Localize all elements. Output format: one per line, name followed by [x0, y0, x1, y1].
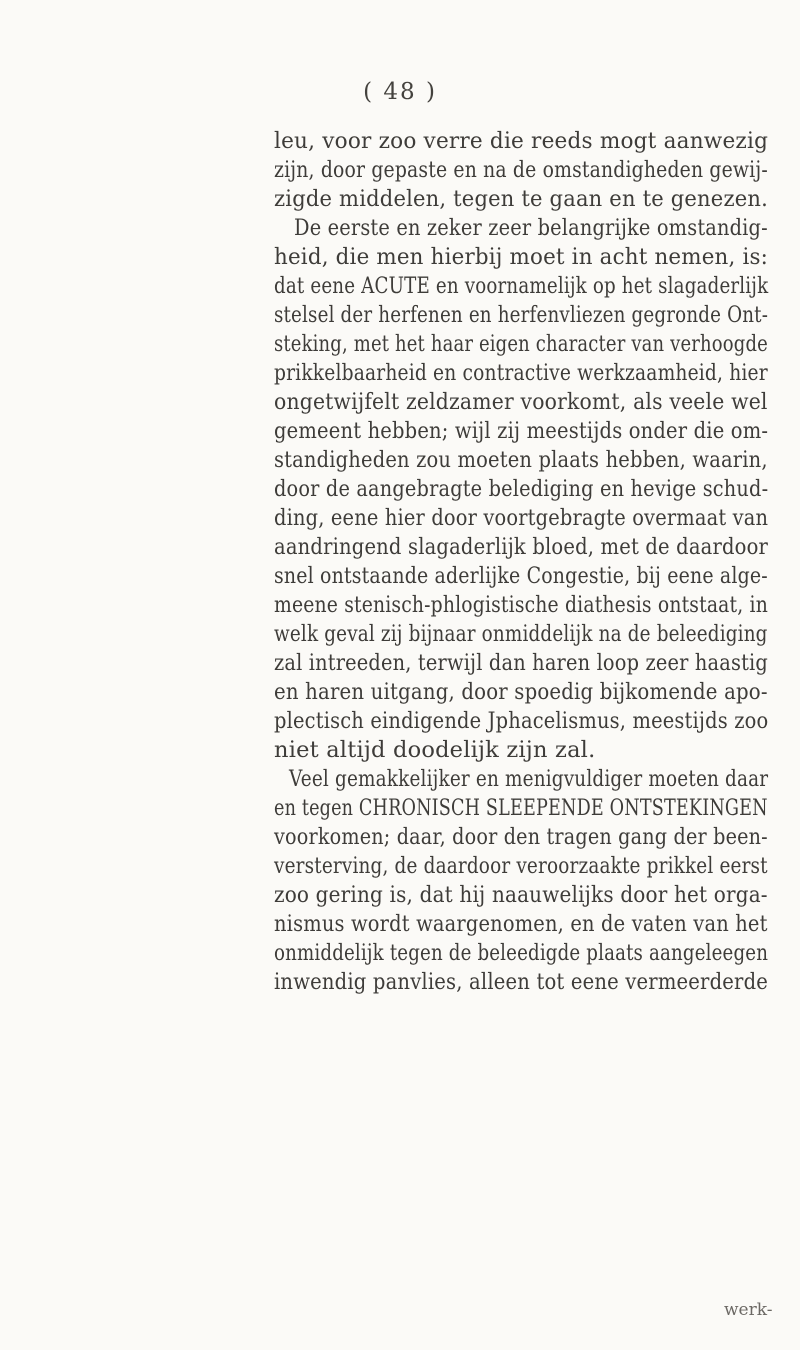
text-line: meene stenisch-phlogistische diathesis ontstaat, in: [274, 592, 768, 618]
catchword: werk-: [724, 1300, 773, 1320]
text-line: voorkomen; daar, door den tragen gang der been-: [274, 824, 768, 850]
text-line: dat eene ACUTE en voornamelijk op het slagaderlijk: [274, 273, 769, 299]
text-line: gemeent hebben; wijl zij meestijds onder die om-: [274, 418, 769, 444]
text-line: en tegen CHRONISCH SLEEPENDE ONTSTEKINGEN: [274, 795, 768, 821]
text-line: steking, met het haar eigen character van verhoogde: [274, 331, 768, 357]
text-line: snel ontstaande aderlijke Congestie, bij eene alge-: [274, 563, 768, 589]
text-line: ongetwijfelt zeldzamer voorkomt, als veele wel: [274, 389, 768, 415]
text-line: door de aangebragte belediging en hevige schud-: [274, 476, 769, 502]
text-line: nismus wordt waargenomen, en de vaten van het: [274, 911, 768, 937]
text-line: ding, eene hier door voortgebragte overmaat van: [274, 505, 769, 531]
text-line: aandringend slagaderlijk bloed, met de daardoor: [274, 534, 769, 560]
text-line: en haren uitgang, door spoedig bijkomende apo-: [274, 679, 768, 705]
text-line: inwendig panvlies, alleen tot eene vermeerderde: [274, 969, 769, 995]
page-number: ( 48 ): [363, 79, 437, 105]
text-line: stelsel der herfenen en herfenvliezen gegronde Ont-: [274, 302, 769, 328]
text-line: plectisch eindigende Jphacelismus, meestijds zoo: [274, 708, 769, 734]
text-line: prikkelbaarheid en contractive werkzaamheid, hier: [274, 360, 768, 386]
text-line: Veel gemakkelijker en menigvuldiger moeten daar: [289, 766, 769, 792]
text-line: zoo gering is, dat hij naauwelijks door het orga-: [274, 882, 768, 908]
text-line: niet altijd doodelijk zijn zal.: [274, 737, 596, 763]
text-line: zigde middelen, tegen te gaan en te genezen.: [274, 186, 768, 212]
text-line: onmiddelijk tegen de beleedigde plaats aangeleegen: [274, 940, 769, 966]
text-line: welk geval zij bijnaar onmiddelijk na de beleediging: [274, 621, 768, 647]
text-line: versterving, de daardoor veroorzaakte prikkel eerst: [274, 853, 768, 879]
text-line: standigheden zou moeten plaats hebben, waarin,: [274, 447, 768, 473]
text-line: zal intreeden, terwijl dan haren loop zeer haastig: [274, 650, 768, 676]
text-line: leu, voor zoo verre die reeds mogt aanwezig: [274, 128, 769, 154]
text-line: heid, die men hierbij moet in acht nemen, is:: [274, 244, 769, 270]
text-line: De eerste en zeker zeer belangrijke omstandig-: [294, 215, 768, 241]
text-line: zijn, door gepaste en na de omstandigheden gewij-: [274, 157, 768, 183]
